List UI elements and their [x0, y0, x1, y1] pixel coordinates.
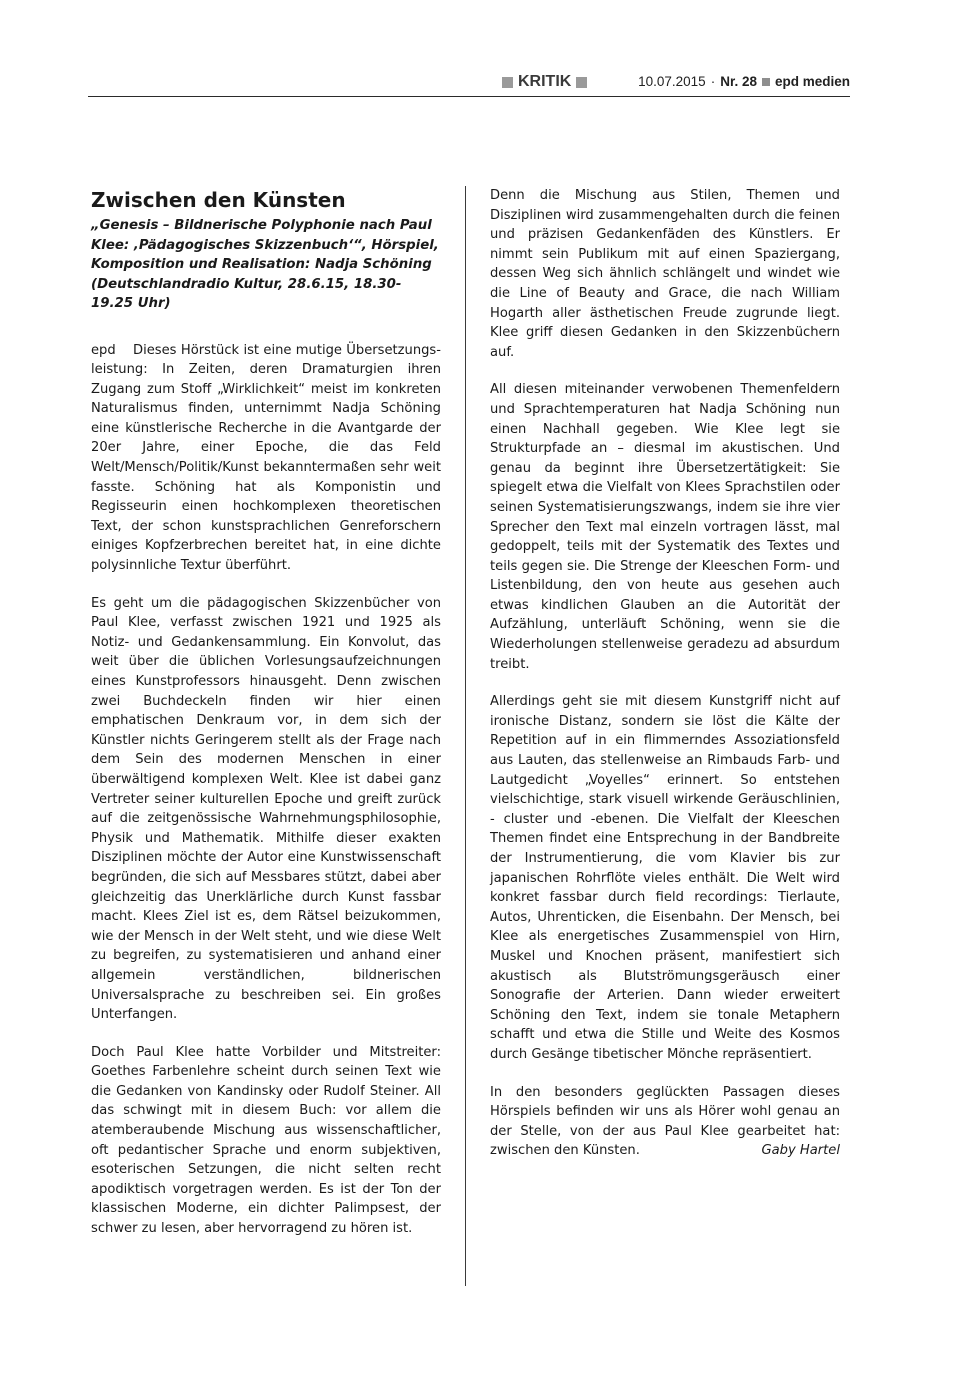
section-name: KRITIK: [518, 73, 572, 90]
article-title: Zwischen den Künsten: [91, 188, 346, 212]
article-paragraph: Es geht um die pädagogischen Skizzenbücher von Paul Klee, verfasst zwischen 1921 und 1925 als Notiz- und Gedankensammlung. Ein Konvolut, das weit über die üblichen Vorlesungsaufzeichnungen eines Kunstprofessors hinausgeht. Denn zwischen zwei Buchdeckeln finden wir hier einen emphatischen Denkraum vor, in dem sich der Künstler nichts Geringerem stellt als der Frage nach dem Sein des modernen Menschen in einer überwältigend komplexen Welt. Klee ist dabei ganz Vertreter seiner kulturellen Epoche und greift zurück auf die zeitgenössische Wahrnehmungsphilosophie, Physik und Mathematik. Mithilfe dieser exakten Disziplinen möchte der Autor eine Kunstwissenschaft begründen, die sich auf Messbares stützt, dabei aber gleichzeitig das Unerklärliche durch Kunst fassbar macht. Klees Ziel ist es, dem Rätsel beizukommen, wie der Mensch in der Welt steht, und wie diese Welt zu begreifen, zu systematisieren und anhand einer allgemein verständlichen, bildnerischen Universalsprache zu beschreiben sei. Ein großes Unterfangen.: [91, 595, 441, 1023]
article-paragraph: [91, 341, 441, 576]
article-paragraph: Doch Paul Klee hatte Vorbilder und Mitstreiter: Goethes Farbenlehre scheint durch seinen Text wie die Gedanken von Kandinsky oder Rudolf Steiner. All das schwingt mit in diesem Buch: vor allem die atemberaubende Mischung aus wissenschaftlicher, oft pedantischer Sprache und enorm subjektiven, esoterischen Setzungen, die nicht selten recht apodiktisch vorgetragen werden. Es ist der Ton der klassischen Moderne, ein dichter Palimpsest, der schwer zu lesen, aber hervorragend zu hören ist.: [91, 1044, 441, 1237]
column-divider: [465, 186, 466, 1286]
article-paragraph: Denn die Mischung aus Stilen, Themen und Disziplinen wird zusammengehalten durch die feinen und präzisen Gedankenfäden des Künstlers. Er nimmt sein Publikum mit auf einen Spaziergang, dessen Weg sich ähnlich schlängelt und windet wie die Line of Beauty and Grace, die nach William Hogarth aller ästhetischen Freude zugrunde liegt. Klee griff diesen Gedanken in den Skizzenbüchern auf.: [490, 188, 840, 360]
article-subtitle: „Genesis – Bildnerische Polyphonie nach Paul Klee: ‚Pädagogisches Skizzenbuch‘“, Hörspiel, Komposition und Realisation: Nadja Schöning (Deutschlandradio Kultur, 28.6.15, 18.30-19.25 Uhr): [91, 218, 439, 311]
paragraph-text: In den besonders geglückten Passagen dieses Hörspiels befinden wir uns als Hörer wohl genau an der Stelle, von der aus Paul Klee gearbeitet hat: zwischen den Künsten.: [490, 1084, 840, 1159]
square-bullet-icon: [576, 77, 587, 88]
agency-tag: epd: [91, 342, 116, 358]
article-paragraph: Allerdings geht sie mit diesem Kunstgriff nicht auf ironische Distanz, sondern sie löst die Kälte der Repetition auf in ein flimmerndes Assoziationsfeld aus Lauten, das stellenweise an Rimbauds Farb- und Lautgedicht „Voyelles“ erinnert. So entstehen vielschichtige, stark visuell wirkende Geräuschlinien, - cluster und -ebenen. Die Vielfalt der Kleeschen Themen findet eine Entsprechung in der Bandbreite der Instrumentierung, die vom Klavier bis zur japanischen Rohrflöte vieles enthält. Die Welt wird konkret fassbar durch field recordings: Tierlaute, Autos, Uhrenticken, die Eisenbahn. Der Mensch, bei Klee als energetisches Zusammenspiel von Hirn, Muskel und Knochen präsent, manifestiert sich akustisch als Blutströmungsgeräusch einer Sonografie der Arterien. Dann wieder erweitert Schöning den Text, indem sie tonale Metaphern schafft und etwa die Stille und Weite des Kosmos durch Gesänge tibetischer Mönche repräsentiert.: [490, 694, 840, 1062]
page-header: [88, 70, 850, 96]
author-name: Gaby Hartel: [761, 1143, 840, 1159]
header-rule: [88, 96, 850, 97]
issue-date: 10.07.2015: [638, 74, 706, 89]
paragraph-text: Dieses Hörstück ist eine mutige Übersetzungsleistung: In Zeiten, deren Dramaturgien ihren Zugang zum Stoff „Wirklichkeit“ meist im konkreten Naturalismus finden, unternimmt Nadja Schöning eine künstlerische Recherche in die Avantgarde der 20er Jahre, einer Epoche, die das Feld Welt/Mensch/Politik/Kunst bekanntermaßen sehr weit fasste. Schöning hat als Komponistin und Regisseurin einen hochkomplexen theoretischen Text, der schon kunstsprachlichen Genreforschern einiges Kopfzerbrechen bereitet hat, in eine dichte polysinnliche Textur überführt.: [91, 342, 441, 574]
issue-info: [638, 74, 850, 89]
article-column-right: [490, 186, 840, 1161]
square-bullet-icon: [502, 77, 513, 88]
publication-name: epd medien: [774, 74, 850, 89]
issue-number: Nr. 28: [720, 74, 757, 89]
issue-separator: ·: [710, 74, 716, 89]
article-paragraph: [490, 1083, 840, 1161]
article-paragraph: All diesen miteinander verwobenen Themenfeldern und Sprachtemperaturen hat Nadja Schöning nun einen Nachhall gegeben. Wie Klee legt sie Strukturpfade an – diesmal im akustischen. Und genau da beginnt ihre Übersetzertätigkeit: Sie spiegelt etwa die Vielfalt von Klees Sprachstilen oder seinen Systematisierungszwangs, indem sie ihre vier Sprecher den Text mal einzeln vortragen lässt, mal gedoppelt, teils mit der Systematik des Textes und teils gegen sie. Die Strenge der Kleeschen Form- und Listenbildung, den von heute aus gesehen auch etwas kindlichen Glauben an die Autorität der Aufzählung, unterläuft Schöning, wenn sie die Wiederholungen stellenweise geradezu ad absurdum treibt.: [490, 382, 840, 672]
square-bullet-icon: [762, 78, 770, 86]
section-label: [502, 70, 587, 94]
article-column-left: [91, 188, 441, 1239]
